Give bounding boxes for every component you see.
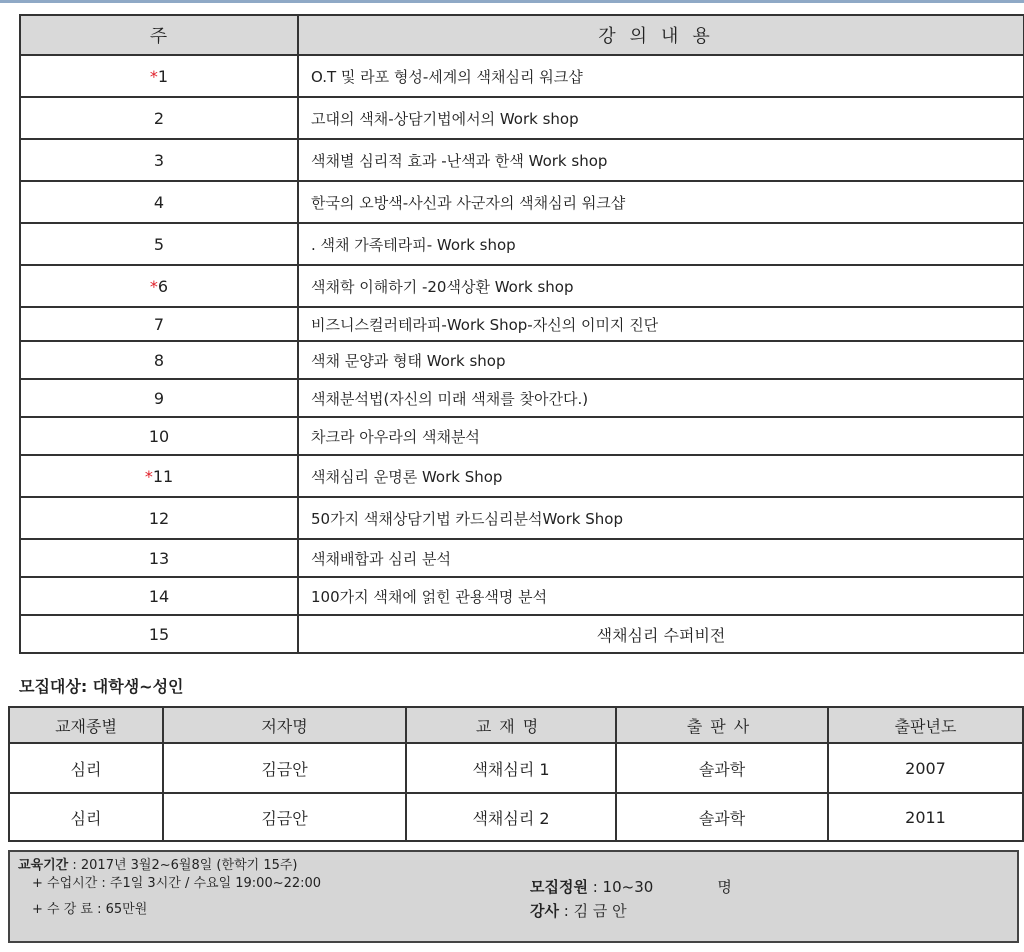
lecture-content: 100가지 색채에 얽힌 관용색명 분석	[298, 577, 1024, 615]
textbook-type-cell: 심리	[9, 793, 163, 841]
course-info-box	[8, 850, 1019, 943]
week-number: 8	[153, 350, 165, 370]
lecture-content: 색채심리 수퍼비전	[298, 615, 1024, 653]
instructor-label: 강사	[530, 902, 559, 920]
publisher-cell: 솔과학	[616, 743, 828, 793]
week-cell	[20, 577, 298, 615]
textbook-table	[8, 706, 1024, 842]
capacity-label: 모집정원	[530, 878, 588, 896]
week-number: 1	[157, 66, 169, 86]
author-cell: 김금안	[163, 743, 406, 793]
week-cell	[20, 181, 298, 223]
week-cell	[20, 455, 298, 497]
week-cell	[20, 223, 298, 265]
schedule-row	[20, 497, 1024, 539]
period-value: : 2017년 3월2~6월8일 (한학기 15주)	[68, 858, 298, 873]
schedule-row	[20, 97, 1024, 139]
title-header: 교재명	[406, 707, 616, 743]
week-cell	[20, 307, 298, 341]
schedule-row	[20, 417, 1024, 455]
week-number: 7	[153, 314, 165, 334]
lecture-content: 고대의 색채-상담기법에서의 Work shop	[298, 97, 1024, 139]
textbook-body	[9, 743, 1023, 841]
week-cell	[20, 341, 298, 379]
week-cell	[20, 55, 298, 97]
schedule-row	[20, 455, 1024, 497]
schedule-row	[20, 341, 1024, 379]
capacity-unit: 명	[717, 878, 732, 896]
lecture-content: 색채별 심리적 효과 -난색과 한색 Work shop	[298, 139, 1024, 181]
schedule-row	[20, 539, 1024, 577]
week-number: 6	[157, 276, 169, 296]
lecture-content: 색채분석법(자신의 미래 색채를 찾아간다.)	[298, 379, 1024, 417]
schedule-row	[20, 181, 1024, 223]
title-cell: 색채심리 1	[406, 743, 616, 793]
schedule-row	[20, 139, 1024, 181]
week-number: 4	[153, 192, 165, 212]
publisher-cell: 솔과학	[616, 793, 828, 841]
year-cell: 2011	[828, 793, 1023, 841]
lecture-content: 비즈니스컬러테라피-Work Shop-자신의 이미지 진단	[298, 307, 1024, 341]
schedule-row	[20, 577, 1024, 615]
week-number: 10	[148, 426, 170, 446]
star-marker: *	[149, 66, 158, 86]
week-number: 11	[152, 466, 174, 486]
week-cell	[20, 139, 298, 181]
period-label: 교육기간	[18, 858, 69, 873]
top-rule	[0, 0, 1024, 3]
schedule-body	[20, 55, 1024, 653]
author-header: 저자명	[163, 707, 406, 743]
lecture-content: 한국의 오방색-사신과 사군자의 색채심리 워크샵	[298, 181, 1024, 223]
textbook-row	[9, 743, 1023, 793]
schedule-row	[20, 379, 1024, 417]
instructor-line	[530, 900, 627, 921]
week-number: 12	[148, 508, 170, 528]
week-number: 14	[148, 586, 170, 606]
year-cell: 2007	[828, 743, 1023, 793]
star-marker: *	[144, 466, 153, 486]
week-cell	[20, 265, 298, 307]
schedule-row	[20, 223, 1024, 265]
week-cell	[20, 539, 298, 577]
tuition-fee: + 수 강 료 : 65만원	[32, 902, 148, 917]
period-line	[18, 854, 298, 873]
week-number: 2	[153, 108, 165, 128]
capacity-value: : 10~30	[587, 878, 654, 896]
week-number: 3	[153, 150, 165, 170]
lecture-content: . 색채 가족테라피- Work shop	[298, 223, 1024, 265]
schedule-row	[20, 307, 1024, 341]
schedule-row	[20, 265, 1024, 307]
instructor-value: : 김 금 안	[558, 902, 627, 920]
week-number: 5	[153, 234, 165, 254]
content-header: 강의내용	[298, 15, 1024, 55]
lecture-content: 색채배합과 심리 분석	[298, 539, 1024, 577]
schedule-row	[20, 55, 1024, 97]
class-time: + 수업시간 : 주1일 3시간 / 수요일 19:00~22:00	[32, 876, 322, 891]
week-number: 13	[148, 548, 170, 568]
capacity-line	[530, 876, 732, 897]
textbook-row	[9, 793, 1023, 841]
textbook-type-cell: 심리	[9, 743, 163, 793]
week-cell	[20, 615, 298, 653]
lecture-content: 50가지 색채상담기법 카드심리분석Work Shop	[298, 497, 1024, 539]
year-header: 출판년도	[828, 707, 1023, 743]
textbook-type-header: 교재종별	[9, 707, 163, 743]
week-number: 15	[148, 624, 170, 644]
lecture-content: 색채심리 운명론 Work Shop	[298, 455, 1024, 497]
week-number: 9	[153, 388, 165, 408]
schedule-header-row	[20, 15, 1024, 55]
author-cell: 김금안	[163, 793, 406, 841]
lecture-content: O.T 및 라포 형성-세계의 색채심리 워크샵	[298, 55, 1024, 97]
lecture-content: 색채학 이해하기 -20색상환 Work shop	[298, 265, 1024, 307]
schedule-table	[19, 14, 1024, 654]
week-cell	[20, 379, 298, 417]
publisher-header: 출판사	[616, 707, 828, 743]
week-cell	[20, 97, 298, 139]
schedule-row	[20, 615, 1024, 653]
lecture-content: 차크라 아우라의 색채분석	[298, 417, 1024, 455]
star-marker: *	[149, 276, 158, 296]
lecture-content: 색채 문양과 형태 Work shop	[298, 341, 1024, 379]
week-header: 주	[20, 15, 298, 55]
textbook-header-row	[9, 707, 1023, 743]
week-cell	[20, 417, 298, 455]
recruit-target: 모집대상: 대학생~성인	[19, 677, 184, 696]
title-cell: 색채심리 2	[406, 793, 616, 841]
week-cell	[20, 497, 298, 539]
